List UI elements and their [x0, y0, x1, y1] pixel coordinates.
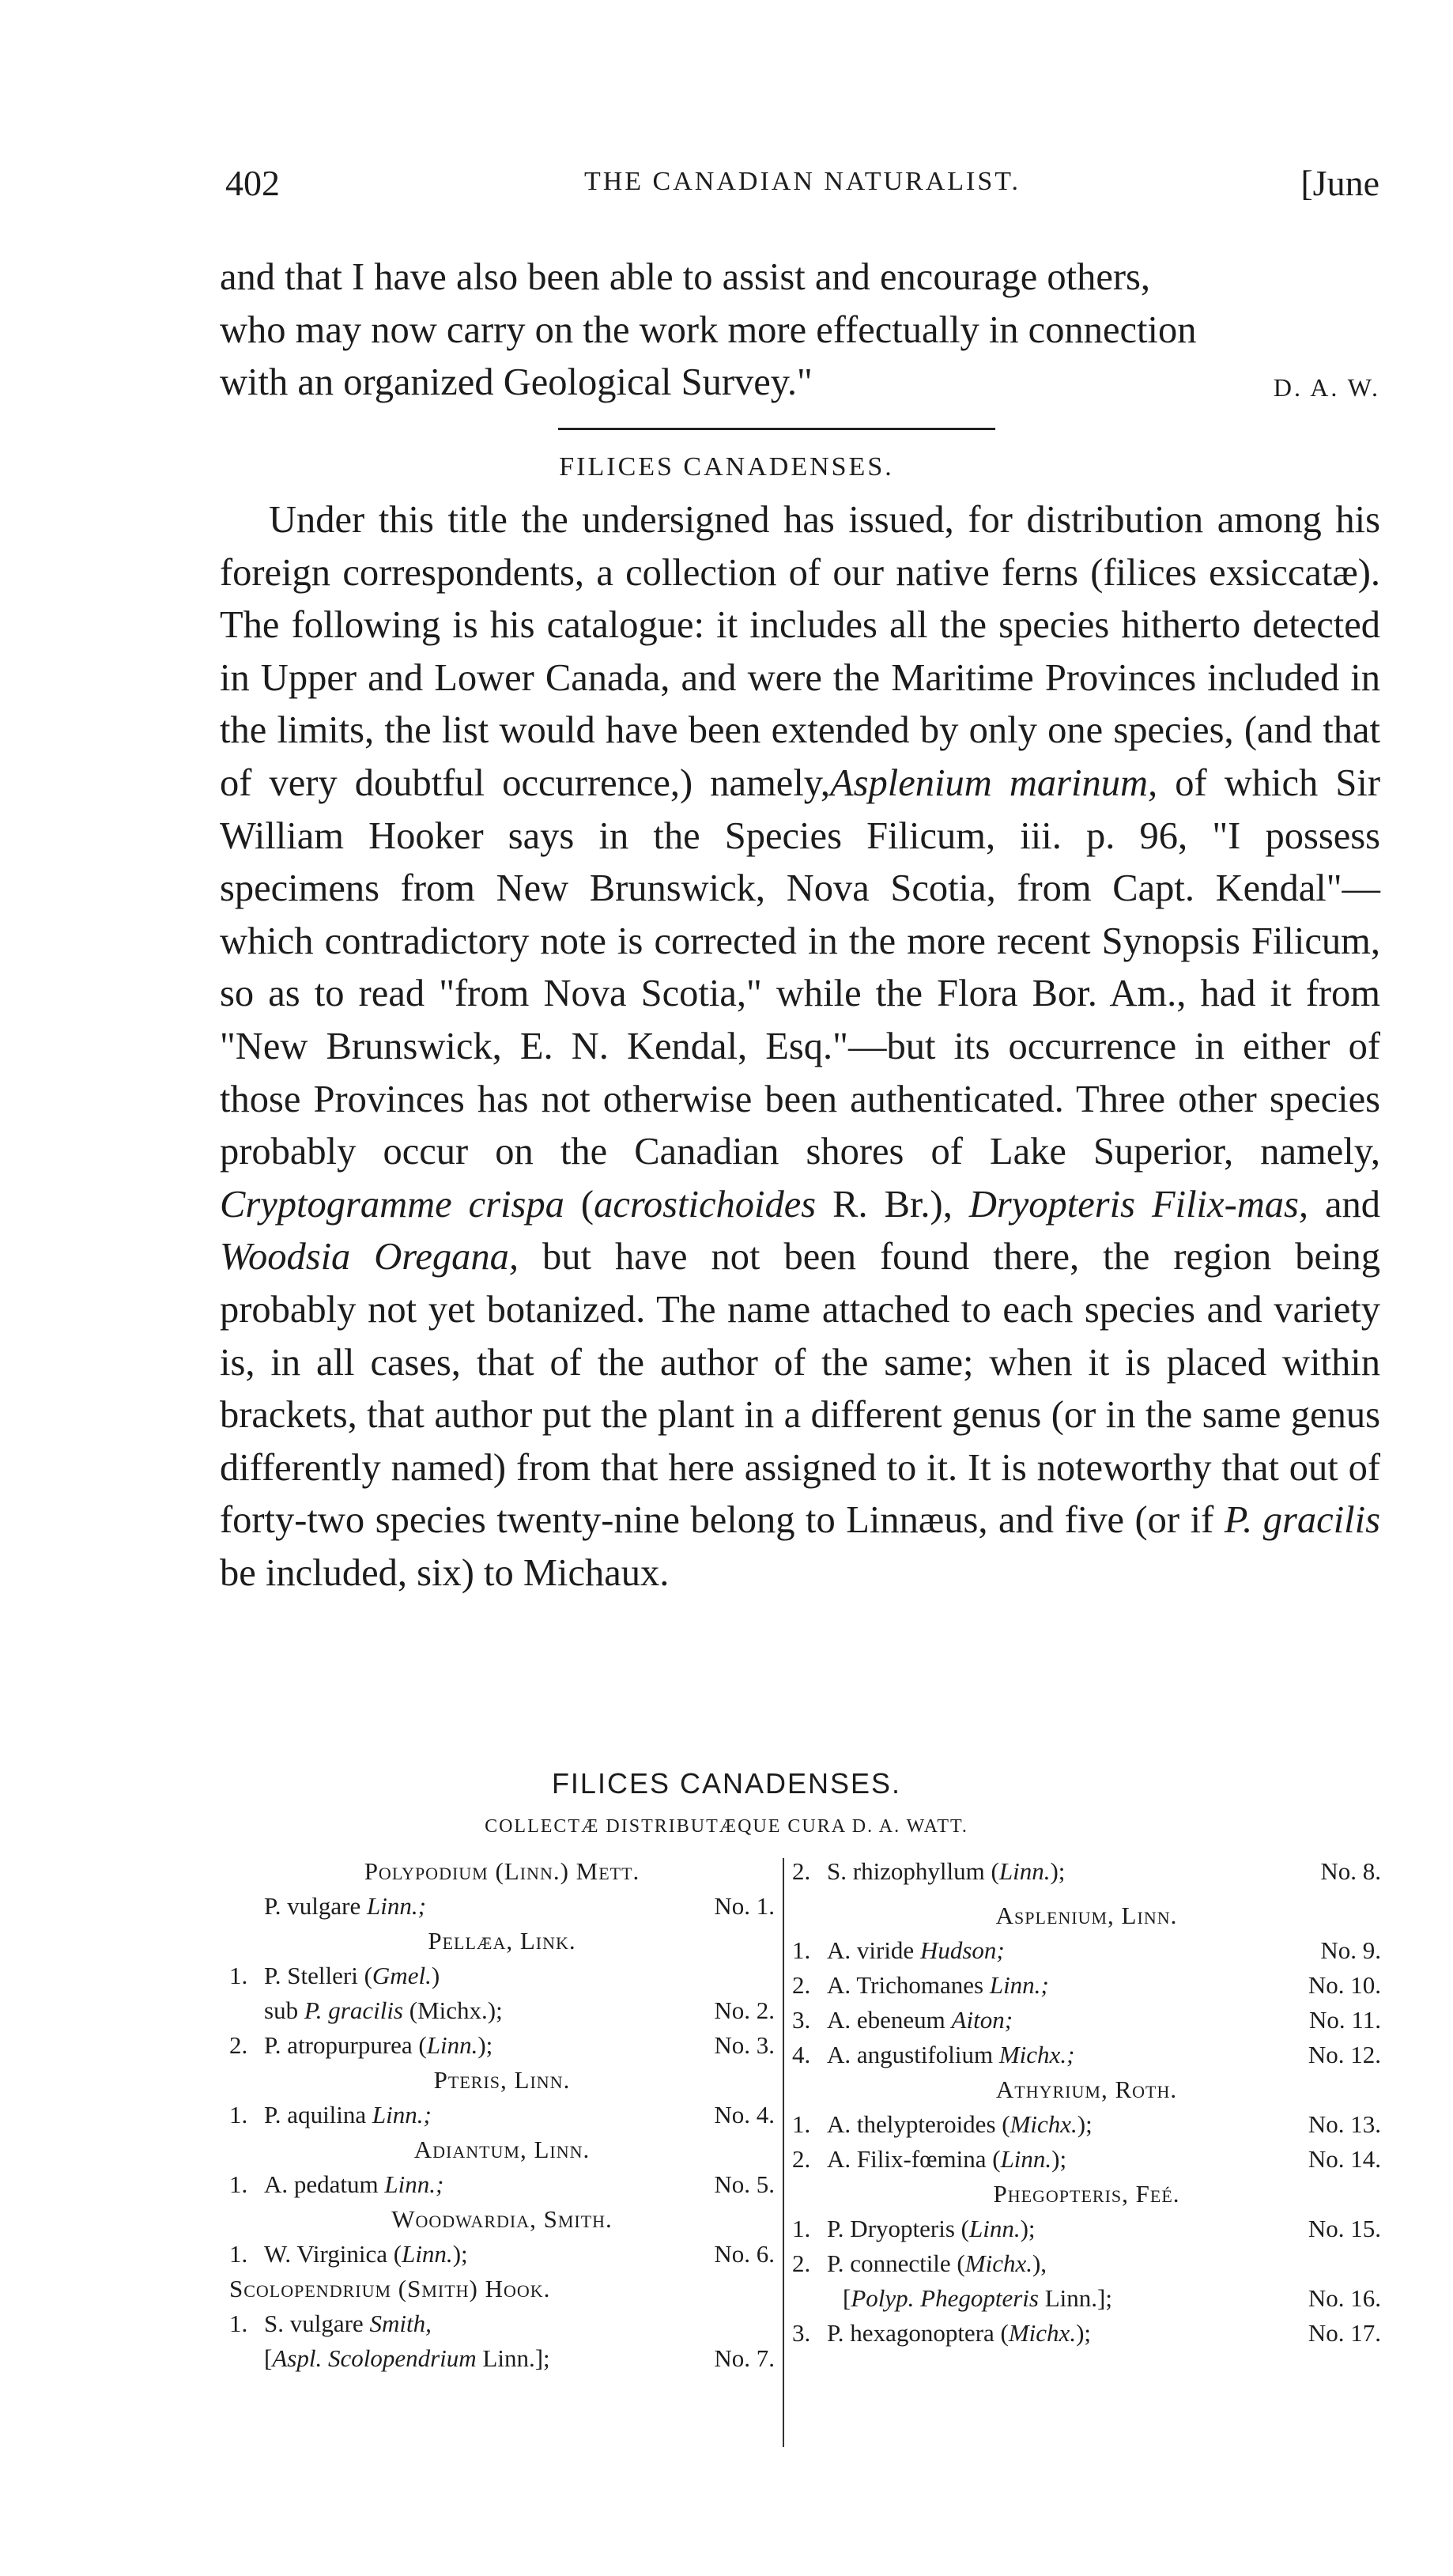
species-name: S. vulgare [264, 2310, 370, 2337]
species-row [229, 1889, 775, 1924]
catalogue-number: No. 15. [1308, 2215, 1381, 2242]
text-run: but have not been found there, the region being probably not yet botanized. The name attached to each species and variety is, in all cases, that of the author of the same; when it is placed within brackets, that author put the plant in a different genus (or in the same genus differently named) from that here assigned to it. It is noteworthy that out of forty-two species twenty-nine belong to Linnæus, and five (or if [220, 1236, 1380, 1542]
species-row [792, 2212, 1381, 2246]
authority: Michx. [1008, 2319, 1077, 2347]
species-number: 2. [792, 1857, 811, 1885]
catalogue-number: No. 7. [714, 2344, 775, 2372]
main-paragraph [220, 494, 1380, 1600]
genus-heading: Phegopteris, Feé. [993, 2180, 1180, 2208]
text-run: Under this title the undersigned has issued, for distribution among his foreign correspondents, a collection of our native ferns (filices exsiccatæ). The following is his catalogue: it includes all the species hitherto detected in Upper and Lower Canada, and were the Maritime Provinces included in the limits, the list would have been extended by only one species, (and that of very doubtful occurrence,) namely, [220, 499, 1380, 804]
authority: Gmel. [372, 1962, 432, 1989]
section-title: FILICES CANADENSES. [559, 452, 894, 482]
catalogue-number: No. 2. [714, 1996, 775, 2024]
species-row [229, 2167, 775, 2202]
authority: Linn.; [989, 1971, 1049, 1999]
species-name: Woodsia Oregana, [220, 1236, 519, 1279]
punctuation: ); [1077, 2110, 1093, 2138]
punctuation: [ [843, 2284, 851, 2312]
species-name: P. Stelleri ( [264, 1962, 372, 1989]
running-header [225, 162, 1379, 210]
synonym [229, 2344, 550, 2372]
species-name: W. Virginica ( [264, 2240, 402, 2268]
authority: Linn. [402, 2240, 453, 2268]
punctuation: ); [1076, 2319, 1092, 2347]
species-row [792, 2003, 1381, 2038]
catalogue-number: No. 1. [714, 1892, 775, 1920]
species-name: P. connectile ( [827, 2249, 965, 2277]
punctuation: ); [1050, 1857, 1066, 1885]
species-number: 1. [229, 1962, 248, 1989]
catalogue-number: No. 5. [714, 2170, 775, 2198]
genus-heading: Scolopendrium (Smith) Hook. [229, 2275, 551, 2302]
species-name: Cryptogramme crispa [220, 1183, 564, 1226]
opening-paragraph [220, 251, 1380, 414]
catalogue-number: No. 4. [714, 2101, 775, 2128]
text-run: R. Br.), [816, 1183, 969, 1226]
catalogue-number: No. 8. [1320, 1857, 1381, 1885]
page-number: 402 [225, 163, 280, 203]
species-name: acrostichoides [594, 1183, 817, 1226]
synonym [229, 1996, 503, 2024]
genus-heading: Polypodium (Linn.) Mett. [364, 1857, 640, 1885]
authority: Smith, [369, 2310, 432, 2337]
species-row-continued [792, 2281, 1381, 2316]
genus-heading: Pellæa, Link. [428, 1927, 576, 1955]
species-number: 3. [792, 2006, 811, 2034]
text-line-content: with an organized Geological Survey." [220, 361, 813, 404]
issue-month: [June [1300, 163, 1379, 203]
species-number: 2. [792, 1971, 811, 1999]
punctuation: ); [1020, 2215, 1036, 2242]
species-name: P. gracilis [1224, 1499, 1380, 1542]
species-name: Dryopteris Filix-mas, [968, 1183, 1308, 1226]
catalogue-left-column [229, 1854, 775, 2376]
authority: Linn. [426, 2031, 478, 2059]
species-row [792, 1968, 1381, 2003]
text-run: ( [564, 1183, 594, 1226]
genus-heading: Pteris, Linn. [433, 2066, 571, 2094]
catalogue-subtitle: COLLECTÆ DISTRIBUTÆQUE CURA D. A. WATT. [485, 1816, 968, 1837]
species-row [792, 1933, 1381, 1968]
species-name: A. pedatum [264, 2170, 385, 2198]
species-name: A. angustifolium [827, 2041, 999, 2068]
authority: Linn.; [372, 2101, 432, 2128]
genus-heading: Adiantum, Linn. [413, 2136, 591, 2163]
catalogue-number: No. 11. [1309, 2006, 1381, 2034]
text-run: be included, six) to Michaux. [220, 1551, 670, 1594]
species-number: 3. [792, 2319, 811, 2347]
authority: Aiton; [951, 2006, 1013, 2034]
catalogue-number: No. 16. [1308, 2284, 1381, 2312]
species-row [229, 2237, 775, 2272]
species-name: Asplenium marinum, [830, 761, 1158, 804]
species-number: 1. [229, 2170, 248, 2198]
species-number: 1. [792, 2110, 811, 2138]
text-run: sub [264, 1996, 304, 2024]
synonym [792, 2284, 1112, 2312]
species-row-continued [229, 1993, 775, 2028]
text-line [220, 357, 1380, 410]
author-initials: D. A. W. [1273, 373, 1380, 402]
species-number: 1. [229, 2240, 248, 2268]
species-row [792, 2038, 1381, 2072]
species-row [792, 2107, 1381, 2142]
catalogue-number: No. 9. [1320, 1936, 1381, 1964]
species-name: S. rhizophyllum ( [827, 1857, 999, 1885]
authority: Linn. [968, 2215, 1021, 2242]
punctuation: [ [264, 2344, 273, 2372]
species-row [792, 2142, 1381, 2177]
species-row [792, 2316, 1381, 2351]
column-divider [783, 1858, 784, 2447]
punctuation: ) [431, 1962, 440, 1989]
punctuation: ), [1032, 2249, 1047, 2277]
spacer [792, 1889, 1381, 1898]
species-number: 2. [792, 2249, 811, 2277]
species-name: P. aquilina [264, 2101, 372, 2128]
synonym-name: P. gracilis [304, 1996, 403, 2024]
species-row [792, 1854, 1381, 1889]
species-row-continued [229, 2341, 775, 2376]
species-name: A. Filix-fœmina ( [827, 2145, 1001, 2173]
section-rule [558, 428, 995, 430]
authority: Michx. [964, 2249, 1032, 2277]
text-run: (Michx.); [403, 1996, 503, 2024]
catalogue-number: No. 10. [1308, 1971, 1381, 1999]
authority: Hudson; [919, 1936, 1005, 1964]
catalogue-number: No. 12. [1308, 2041, 1381, 2068]
authority: Linn. [1000, 2145, 1052, 2173]
species-number: 1. [229, 2310, 248, 2337]
punctuation: ); [477, 2031, 493, 2059]
species-number: 1. [792, 1936, 811, 1964]
species-name: P. vulgare [264, 1892, 368, 1920]
catalogue-number: No. 6. [714, 2240, 775, 2268]
authority: Michx.; [998, 2041, 1075, 2068]
text-run: Linn.]; [1038, 2284, 1112, 2312]
paragraph [220, 494, 1380, 1600]
catalogue-right-column [792, 1854, 1381, 2351]
species-row [229, 2098, 775, 2132]
text-line: who may now carry on the work more effectually in connection [220, 308, 1197, 351]
species-name: A. ebeneum [827, 2006, 952, 2034]
species-number: 1. [229, 2101, 248, 2128]
text-run: Linn.]; [476, 2344, 550, 2372]
genus-heading: Woodwardia, Smith. [391, 2205, 613, 2233]
species-row [229, 1958, 775, 1993]
catalogue-number: No. 3. [714, 2031, 775, 2059]
catalogue-number: No. 17. [1308, 2319, 1381, 2347]
species-number: 2. [229, 2031, 248, 2059]
catalogue-number: No. 14. [1308, 2145, 1381, 2173]
species-row [229, 2028, 775, 2063]
synonym-name: Aspl. Scolopendrium [272, 2344, 477, 2372]
species-number: 1. [792, 2215, 811, 2242]
text-line: and that I have also been able to assist and encourage others, [220, 256, 1151, 298]
species-row [792, 2246, 1381, 2281]
text-run: of which Sir William Hooker says in the Species Filicum, iii. p. 96, "I possess specimens from New Brunswick, Nova Scotia, from Capt. Kendal"—which contradictory note is corrected in the more recent Synopsis Filicum, so as to read "from Nova Scotia," while the Flora Bor. Am., had it from "New Brunswick, E. N. Kendal, Esq."—but its occurrence in either of those Provinces has not otherwise been authenticated. Three other species probably occur on the Canadian shores of Lake Superior, namely, [220, 761, 1381, 1173]
authority: Linn.; [367, 1892, 426, 1920]
authority: Michx. [1010, 2110, 1077, 2138]
catalogue-number: No. 13. [1308, 2110, 1381, 2138]
genus-heading: Asplenium, Linn. [995, 1902, 1178, 1929]
species-name: P. Dryopteris ( [827, 2215, 969, 2242]
species-number: 2. [792, 2145, 811, 2173]
species-number: 4. [792, 2041, 811, 2068]
catalogue-title: FILICES CANADENSES. [551, 1767, 902, 1800]
running-title: THE CANADIAN NATURALIST. [583, 167, 1021, 196]
genus-heading: Athyrium, Roth. [995, 2076, 1178, 2103]
text-run: and [1308, 1183, 1381, 1226]
punctuation: ); [452, 2240, 468, 2268]
species-name: P. atropurpurea ( [264, 2031, 427, 2059]
authority: Linn.; [384, 2170, 444, 2198]
species-name: A. thelypteroides ( [827, 2110, 1010, 2138]
species-row [229, 2306, 775, 2341]
synonym-name: Polyp. Phegopteris [851, 2284, 1039, 2312]
punctuation: ); [1051, 2145, 1067, 2173]
species-name: A. Trichomanes [827, 1971, 990, 1999]
authority: Linn. [998, 1857, 1051, 1885]
species-name: P. hexagonoptera ( [827, 2319, 1009, 2347]
species-name: A. viride [827, 1936, 920, 1964]
